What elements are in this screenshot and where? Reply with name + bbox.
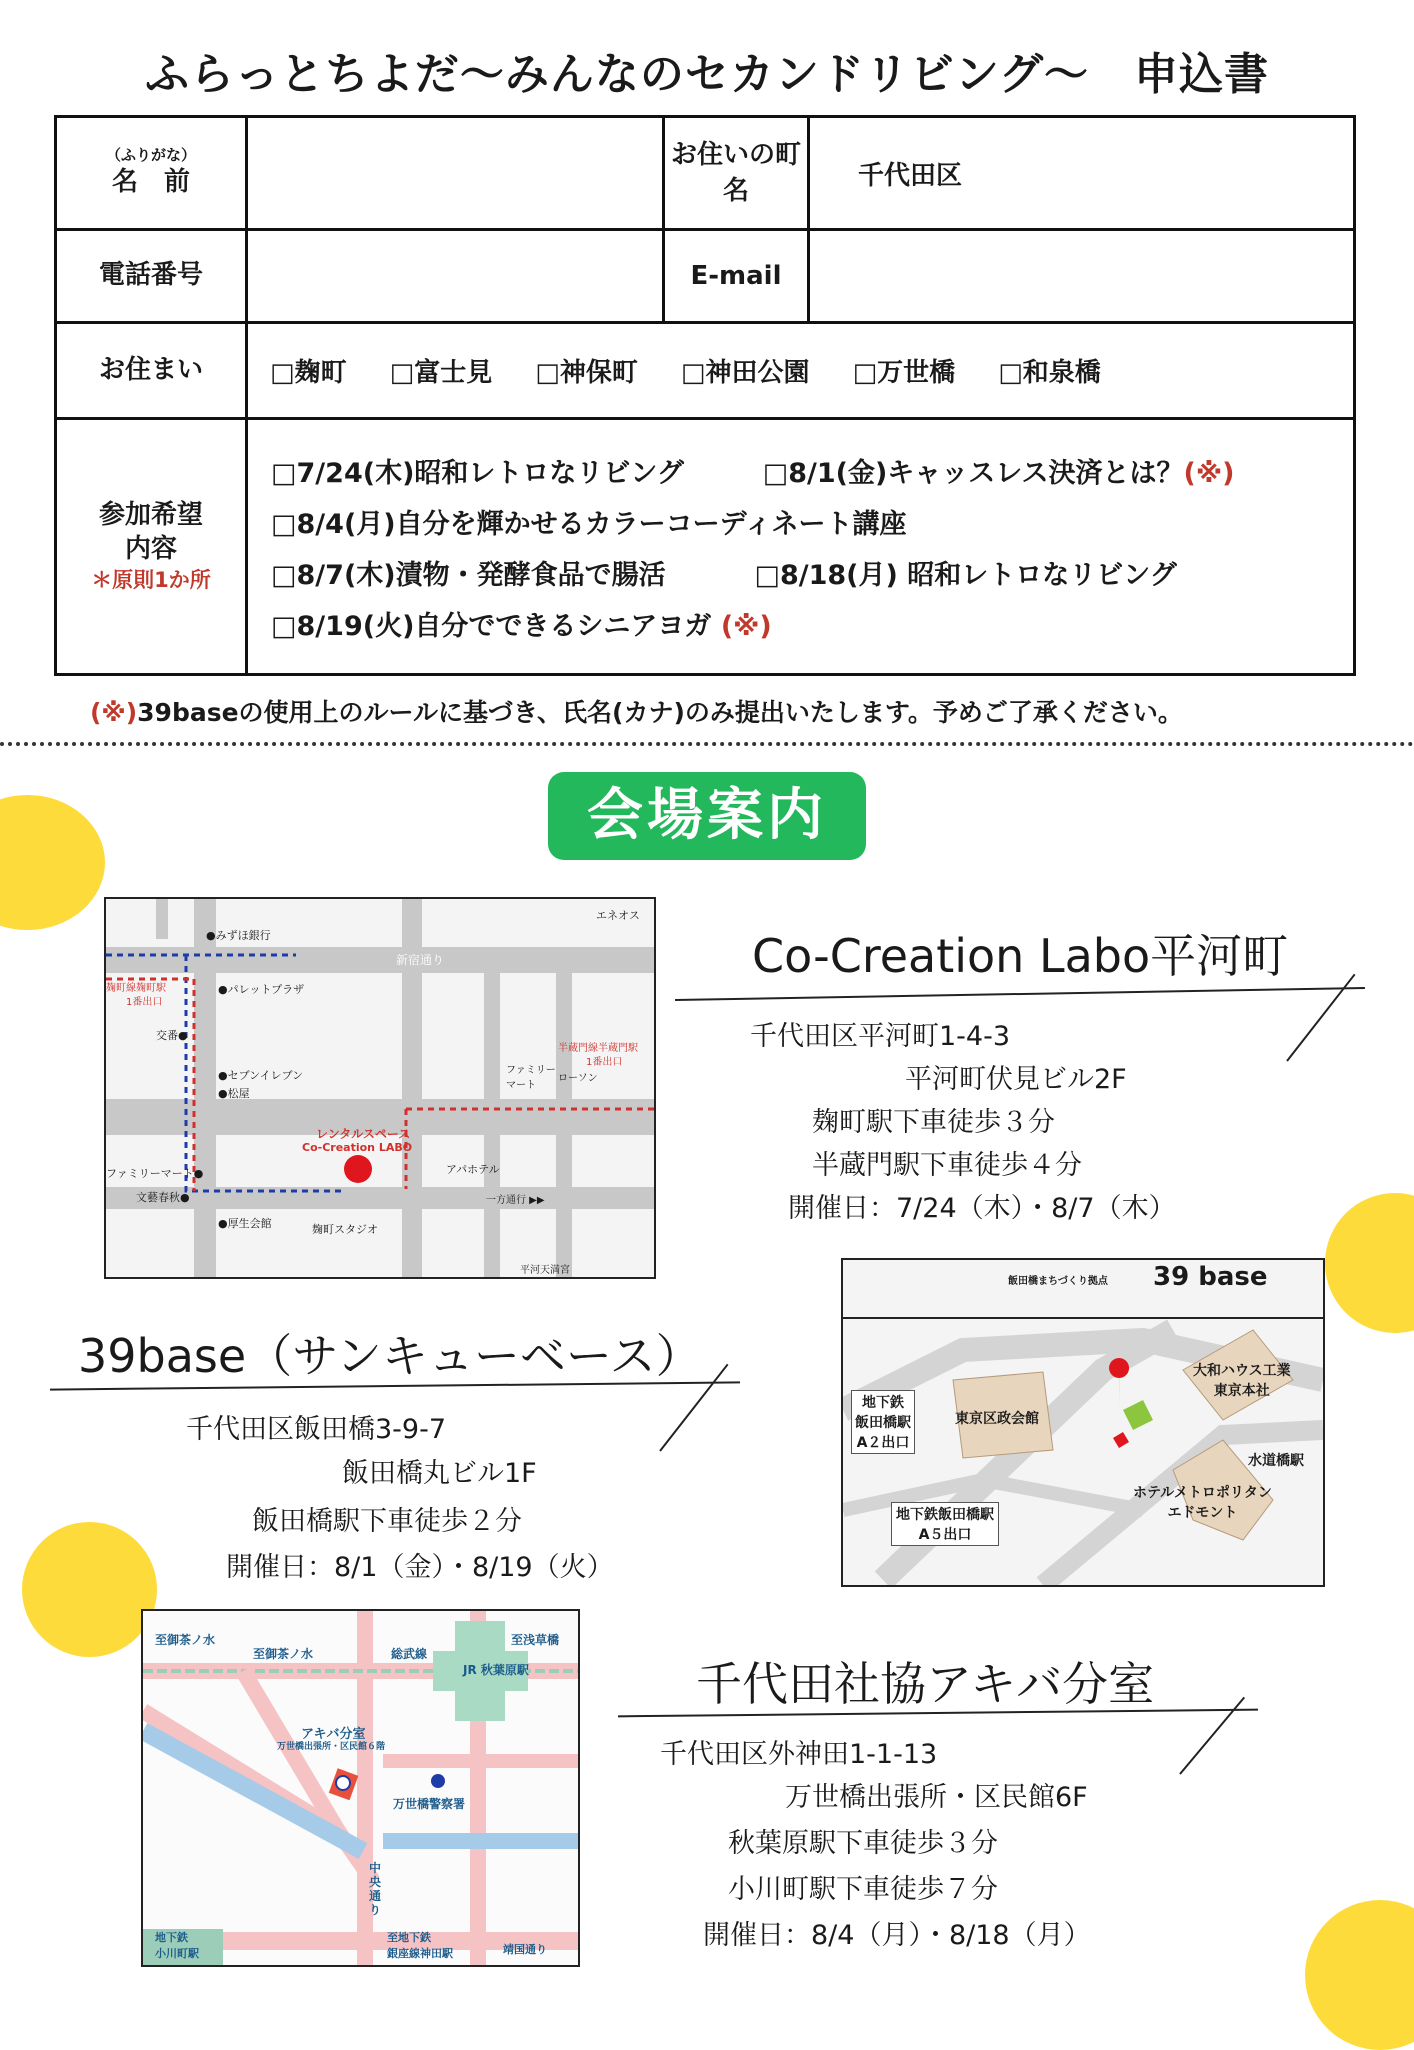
- section-divider: [0, 742, 1414, 746]
- note-text: 39baseの使用上のルールに基づき、氏名(カナ)のみ提出いたします。予めご了承ください。: [137, 698, 1183, 727]
- decor-circle: [0, 795, 105, 930]
- map3-annex2: 万世橋出張所・区民館６階: [277, 1742, 386, 1752]
- email-input[interactable]: [809, 230, 1355, 323]
- note-mark: (※): [90, 698, 138, 727]
- name-label-cell: [56, 117, 247, 230]
- event-row: [271, 553, 1352, 592]
- checkbox-jimbocho[interactable]: □神保町: [535, 358, 638, 388]
- venue1-address2: 平河町伏見ビル2F: [905, 1064, 1127, 1095]
- venue3-address2: 万世橋出張所・区民館6F: [785, 1782, 1088, 1813]
- map1-studio: 麹町スタジオ: [312, 1223, 378, 1236]
- map3-akiba: JR 秋葉原駅: [463, 1663, 529, 1677]
- venue3-name: 千代田社協アキバ分室: [696, 1657, 1155, 1711]
- name-input[interactable]: [247, 117, 664, 230]
- checkbox-kojimachi[interactable]: □麹町: [270, 358, 347, 388]
- map2-top: 飯田橋まちづくり拠点: [1008, 1276, 1108, 1287]
- map2-brand: 39 base: [1153, 1262, 1268, 1292]
- map3-annex: アキバ分室: [301, 1727, 366, 1742]
- name-ruby: （ふりがな）: [105, 146, 196, 165]
- map1-koban: 交番●: [156, 1029, 188, 1042]
- checkbox-izumi[interactable]: □和泉橋: [998, 358, 1101, 388]
- residence-label: お住まい: [56, 323, 247, 419]
- form-note: [90, 693, 1183, 729]
- venue2-address2: 飯田橋丸ビル1F: [342, 1458, 537, 1489]
- map1-venue2: Co-Creation LABO: [302, 1141, 413, 1154]
- checkbox-event-0801[interactable]: □8/1(金)キャッスレス決済とは？: [762, 457, 1184, 489]
- map1-eneos: エネオス: [596, 909, 640, 922]
- note-mark: (※): [720, 610, 772, 642]
- map3-ocha2: 至御茶ノ水: [253, 1647, 314, 1661]
- map3-ocha1: 至御茶ノ水: [155, 1633, 216, 1647]
- map-co-creation-labo: [104, 897, 656, 1279]
- map3-sobu: 総武線: [391, 1647, 428, 1661]
- decor-circle: [1325, 1193, 1414, 1333]
- venue1-underline: [675, 987, 1365, 1001]
- map1-shinjuku: 新宿通り: [396, 953, 445, 967]
- participation-label: 参加希望: [98, 500, 203, 531]
- town-label: お住いの町名: [664, 117, 809, 230]
- map1-apa: アパホテル: [446, 1163, 500, 1176]
- participation-label-2: 内容: [124, 533, 177, 564]
- checkbox-event-0804[interactable]: □8/4(月)自分を輝かせるカラーコーディネート講座: [271, 508, 907, 540]
- map2-tokyo: 東京区政会館: [955, 1411, 1039, 1427]
- participation-note: ＊原則1か所: [91, 567, 211, 592]
- event-row: [271, 604, 1352, 643]
- note-mark: (※): [1183, 457, 1235, 489]
- venue2-access1: 飯田橋駅下車徒歩２分: [252, 1506, 522, 1537]
- map2-exit-a5: 地下鉄飯田橋駅 A５出口: [891, 1502, 999, 1546]
- event-row: [271, 451, 1352, 490]
- map1-exit: 1番出口: [126, 997, 163, 1008]
- email-label: E-mail: [664, 230, 809, 323]
- map3-chuo: 中央通り: [369, 1861, 382, 1917]
- venue1-access2: 半蔵門駅下車徒歩４分: [812, 1150, 1082, 1181]
- phone-label: 電話番号: [56, 230, 247, 323]
- page-title: ふらっとちよだ〜みんなのセカンドリビング〜 申込書: [144, 49, 1270, 100]
- map1-oneway: 一方通行 ▶▶: [486, 1195, 545, 1206]
- map3-ogawa: 地下鉄 小川町駅: [155, 1931, 199, 1960]
- venue3-access1: 秋葉原駅下車徒歩３分: [728, 1828, 998, 1859]
- decor-circle: [22, 1522, 157, 1657]
- map1-tenjin: 平河天満宮: [520, 1265, 570, 1276]
- map-39base: [841, 1258, 1325, 1587]
- map-akiba-annex: [141, 1609, 580, 1967]
- map3-yasukuni: 靖国通り: [503, 1943, 547, 1956]
- map1-family2: ファミリーマート: [506, 1065, 556, 1091]
- venue1-access1: 麹町駅下車徒歩３分: [812, 1107, 1055, 1138]
- map2-daiwa: 大和ハウス工業 東京本社: [1193, 1363, 1291, 1399]
- map1-palette: ●パレットプラザ: [218, 983, 305, 996]
- venue3-access2: 小川町駅下車徒歩７分: [728, 1874, 998, 1905]
- checkbox-event-0807[interactable]: □8/7(木)漬物・発酵食品で腸活: [271, 559, 666, 591]
- map1-station: 麹町線麹町駅: [106, 983, 166, 994]
- venue1-name: Co-Creation Labo平河町: [752, 929, 1289, 983]
- venue1-dates: 開催日：7/24（木）・8/7（木）: [788, 1193, 1176, 1224]
- map1-venue: レンタルスペース: [316, 1127, 411, 1141]
- venue3-address1: 千代田区外神田1-1-13: [660, 1739, 938, 1770]
- event-options: [247, 419, 1355, 675]
- venue1-address1: 千代田区平河町1-4-3: [750, 1021, 1011, 1052]
- map1-svg: [106, 899, 654, 1277]
- checkbox-kanda-koen[interactable]: □神田公園: [680, 358, 810, 388]
- checkbox-fujimi[interactable]: □富士見: [389, 358, 493, 388]
- decor-circle: [1305, 1900, 1414, 2050]
- name-label: 名 前: [111, 166, 190, 197]
- participation-label-cell: [56, 419, 247, 675]
- map2-exit-a2: 地下鉄 飯田橋駅 A２出口: [851, 1390, 915, 1454]
- checkbox-event-0724[interactable]: □7/24(木)昭和レトロなリビング: [271, 457, 684, 489]
- checkbox-mansei[interactable]: □万世橋: [852, 358, 956, 388]
- map1-bank: ●みずほ銀行: [206, 929, 271, 942]
- map3-kanda: 至地下鉄 銀座線神田駅: [387, 1931, 453, 1960]
- map1-seven: ●セブンイレブン: [218, 1069, 304, 1082]
- map2-hotel: ホテルメトロポリタン エドモント: [1133, 1485, 1272, 1521]
- venue2-name: 39base（サンキューベース）: [78, 1329, 702, 1383]
- venue2-address1: 千代田区飯田橋3-9-7: [186, 1414, 447, 1445]
- town-value[interactable]: 千代田区: [809, 117, 1355, 230]
- map3-police: 万世橋警察署: [393, 1797, 466, 1811]
- venue3-dates: 開催日：8/4（月）・8/18（月）: [703, 1920, 1091, 1951]
- map1-lawson: ローソン: [558, 1073, 598, 1084]
- checkbox-event-0819[interactable]: □8/19(火)自分でできるシニアヨガ: [271, 610, 712, 642]
- venue2-dates: 開催日：8/1（金）・8/19（火）: [226, 1552, 614, 1583]
- map3-asakusa: 至浅草橋: [511, 1633, 560, 1647]
- checkbox-event-0818[interactable]: □8/18(月) 昭和レトロなリビング: [754, 559, 1177, 591]
- map1-hexit: 1番出口: [586, 1057, 623, 1068]
- application-form: [54, 115, 1356, 676]
- event-row: [271, 502, 1352, 541]
- venue-heading: 会場案内: [548, 772, 866, 860]
- map2-suidobashi: 水道橋駅: [1248, 1453, 1304, 1469]
- map1-hanzomon: 半蔵門線半蔵門駅: [558, 1043, 638, 1054]
- map1-kosei: ●厚生会館: [218, 1217, 272, 1230]
- phone-input[interactable]: [247, 230, 664, 323]
- map1-matsuya: ●松屋: [218, 1087, 250, 1100]
- map1-family: ファミリーマート●: [106, 1167, 204, 1180]
- residence-options: [247, 323, 1355, 419]
- map1-bungei: 文藝春秋●: [136, 1191, 190, 1204]
